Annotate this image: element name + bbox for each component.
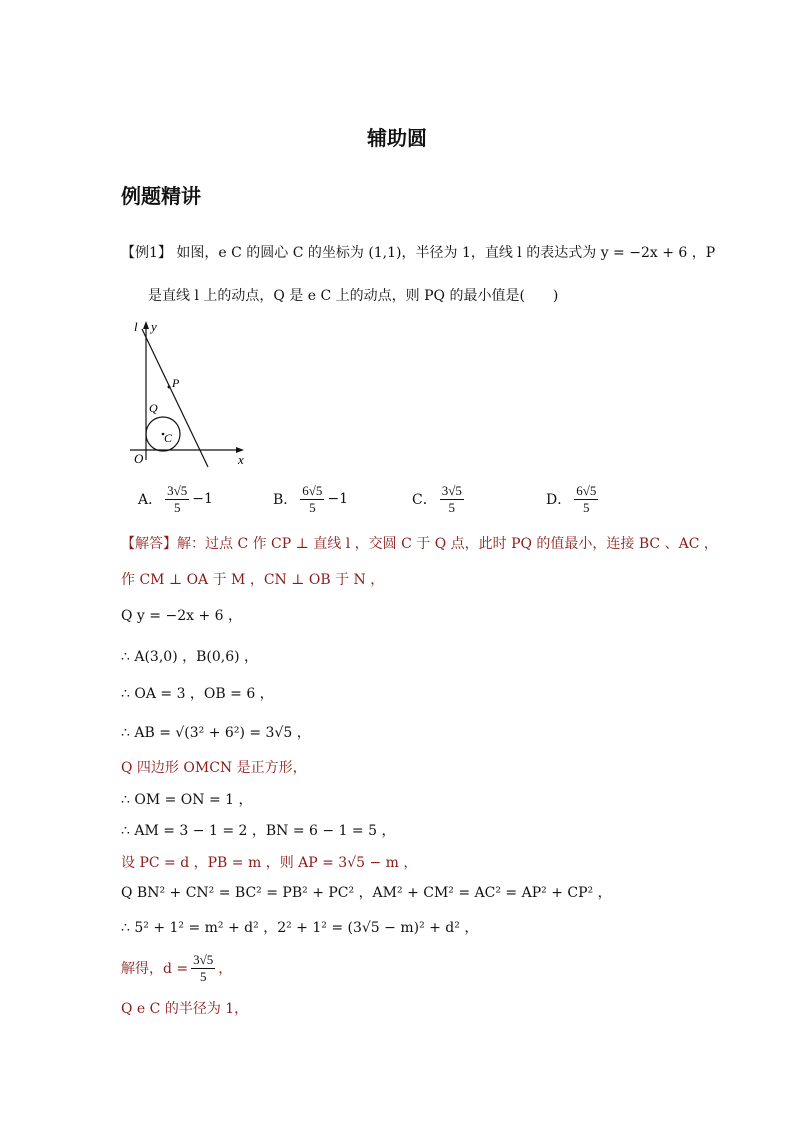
label-c: C [164,431,173,445]
choice-b-fraction [300,482,324,516]
solution-line-13-fraction [191,951,215,985]
solution-line-5: ∴ OA = 3 ，OB = 6 ， [121,686,274,702]
page-title: 辅助圆 [367,126,427,150]
solution-line-1: 【解答】解：过点 C 作 CP ⊥ 直线 l ，交圆 C 于 Q 点，此时 PQ 的值最小，连接 BC 、AC ， [121,536,718,552]
solution-line-12: ∴ 5² + 1² = m² + d² ，2² + 1² = (3√5 − m)² + d² ， [121,920,479,936]
choice-a-numerator: 3√5 [167,483,188,498]
solution-line-4: ∴ A(3,0) ，B(0,6) ， [121,649,259,665]
choice-b-letter: B． [273,492,298,508]
solution-line-14: Q e C 的半径为 1， [121,1001,249,1017]
label-x: x [238,452,244,467]
y-axis-arrow [143,321,149,329]
choice-a-letter: A． [138,492,163,508]
solution-line-8: ∴ OM = ON = 1 ， [121,792,253,808]
solution-line-7: Q 四边形 OMCN 是正方形， [121,760,307,776]
solution-line-9: ∴ AM = 3 − 1 = 2 ，BN = 6 − 1 = 5 ， [121,823,396,839]
label-y: y [151,319,157,334]
choice-d[interactable] [546,482,601,516]
solution-line-3: Q y = −2x + 6 ， [121,608,242,624]
solution-line-10: 设 PC = d ，PB = m ，则 AP = 3√5 − m ， [121,855,418,871]
choice-a-denominator: 5 [173,500,181,515]
solution-line-11: Q BN² + CN² = BC² = PB² + PC² ，AM² + CM² = AC² = AP² + CP² ， [121,885,612,901]
choice-d-fraction [574,482,598,516]
label-p: P [172,376,180,390]
choice-b-numerator: 6√5 [302,483,323,498]
choice-c-fraction [440,482,464,516]
choice-d-numerator: 6√5 [576,483,597,498]
choice-a-fraction [165,482,189,516]
point-p-dot [168,386,171,389]
solution-line-13-suffix: ， [218,961,233,977]
solution-line-13-prefix: 解得，d = [121,961,189,977]
label-l: l [134,319,138,334]
choice-a-suffix: −1 [192,491,213,507]
choice-c[interactable] [412,482,467,516]
choice-b[interactable] [273,482,348,516]
choice-c-numerator: 3√5 [441,483,462,498]
label-q: Q [149,401,158,415]
example-line-2: 是直线 l 上的动点，Q 是 e C 上的动点，则 PQ 的最小值是( ) [148,288,559,304]
solution-line-13 [121,951,232,985]
choice-c-letter: C． [412,492,437,508]
choice-c-denominator: 5 [448,500,456,515]
choice-d-letter: D． [546,492,572,508]
solution-line-13-denominator: 5 [199,969,207,984]
label-o: O [134,451,144,466]
choice-a[interactable] [138,482,213,516]
choice-b-suffix: −1 [327,491,349,507]
section-heading: 例题精讲 [121,184,201,208]
choice-b-denominator: 5 [309,500,316,515]
solution-line-2: 作 CM ⊥ OA 于 M ，CN ⊥ OB 于 N ， [121,572,385,588]
geometry-figure [118,315,258,475]
example-line-1: 【例1】 如图，e C 的圆心 C 的坐标为 (1,1)，半径为 1，直线 l 的表达式为 y = −2x + 6 ，P [121,245,716,261]
solution-line-6: ∴ AB = √(3² + 6²) = 3√5 ， [121,725,311,741]
solution-line-13-numerator: 3√5 [193,952,214,967]
choice-d-denominator: 5 [583,500,590,515]
